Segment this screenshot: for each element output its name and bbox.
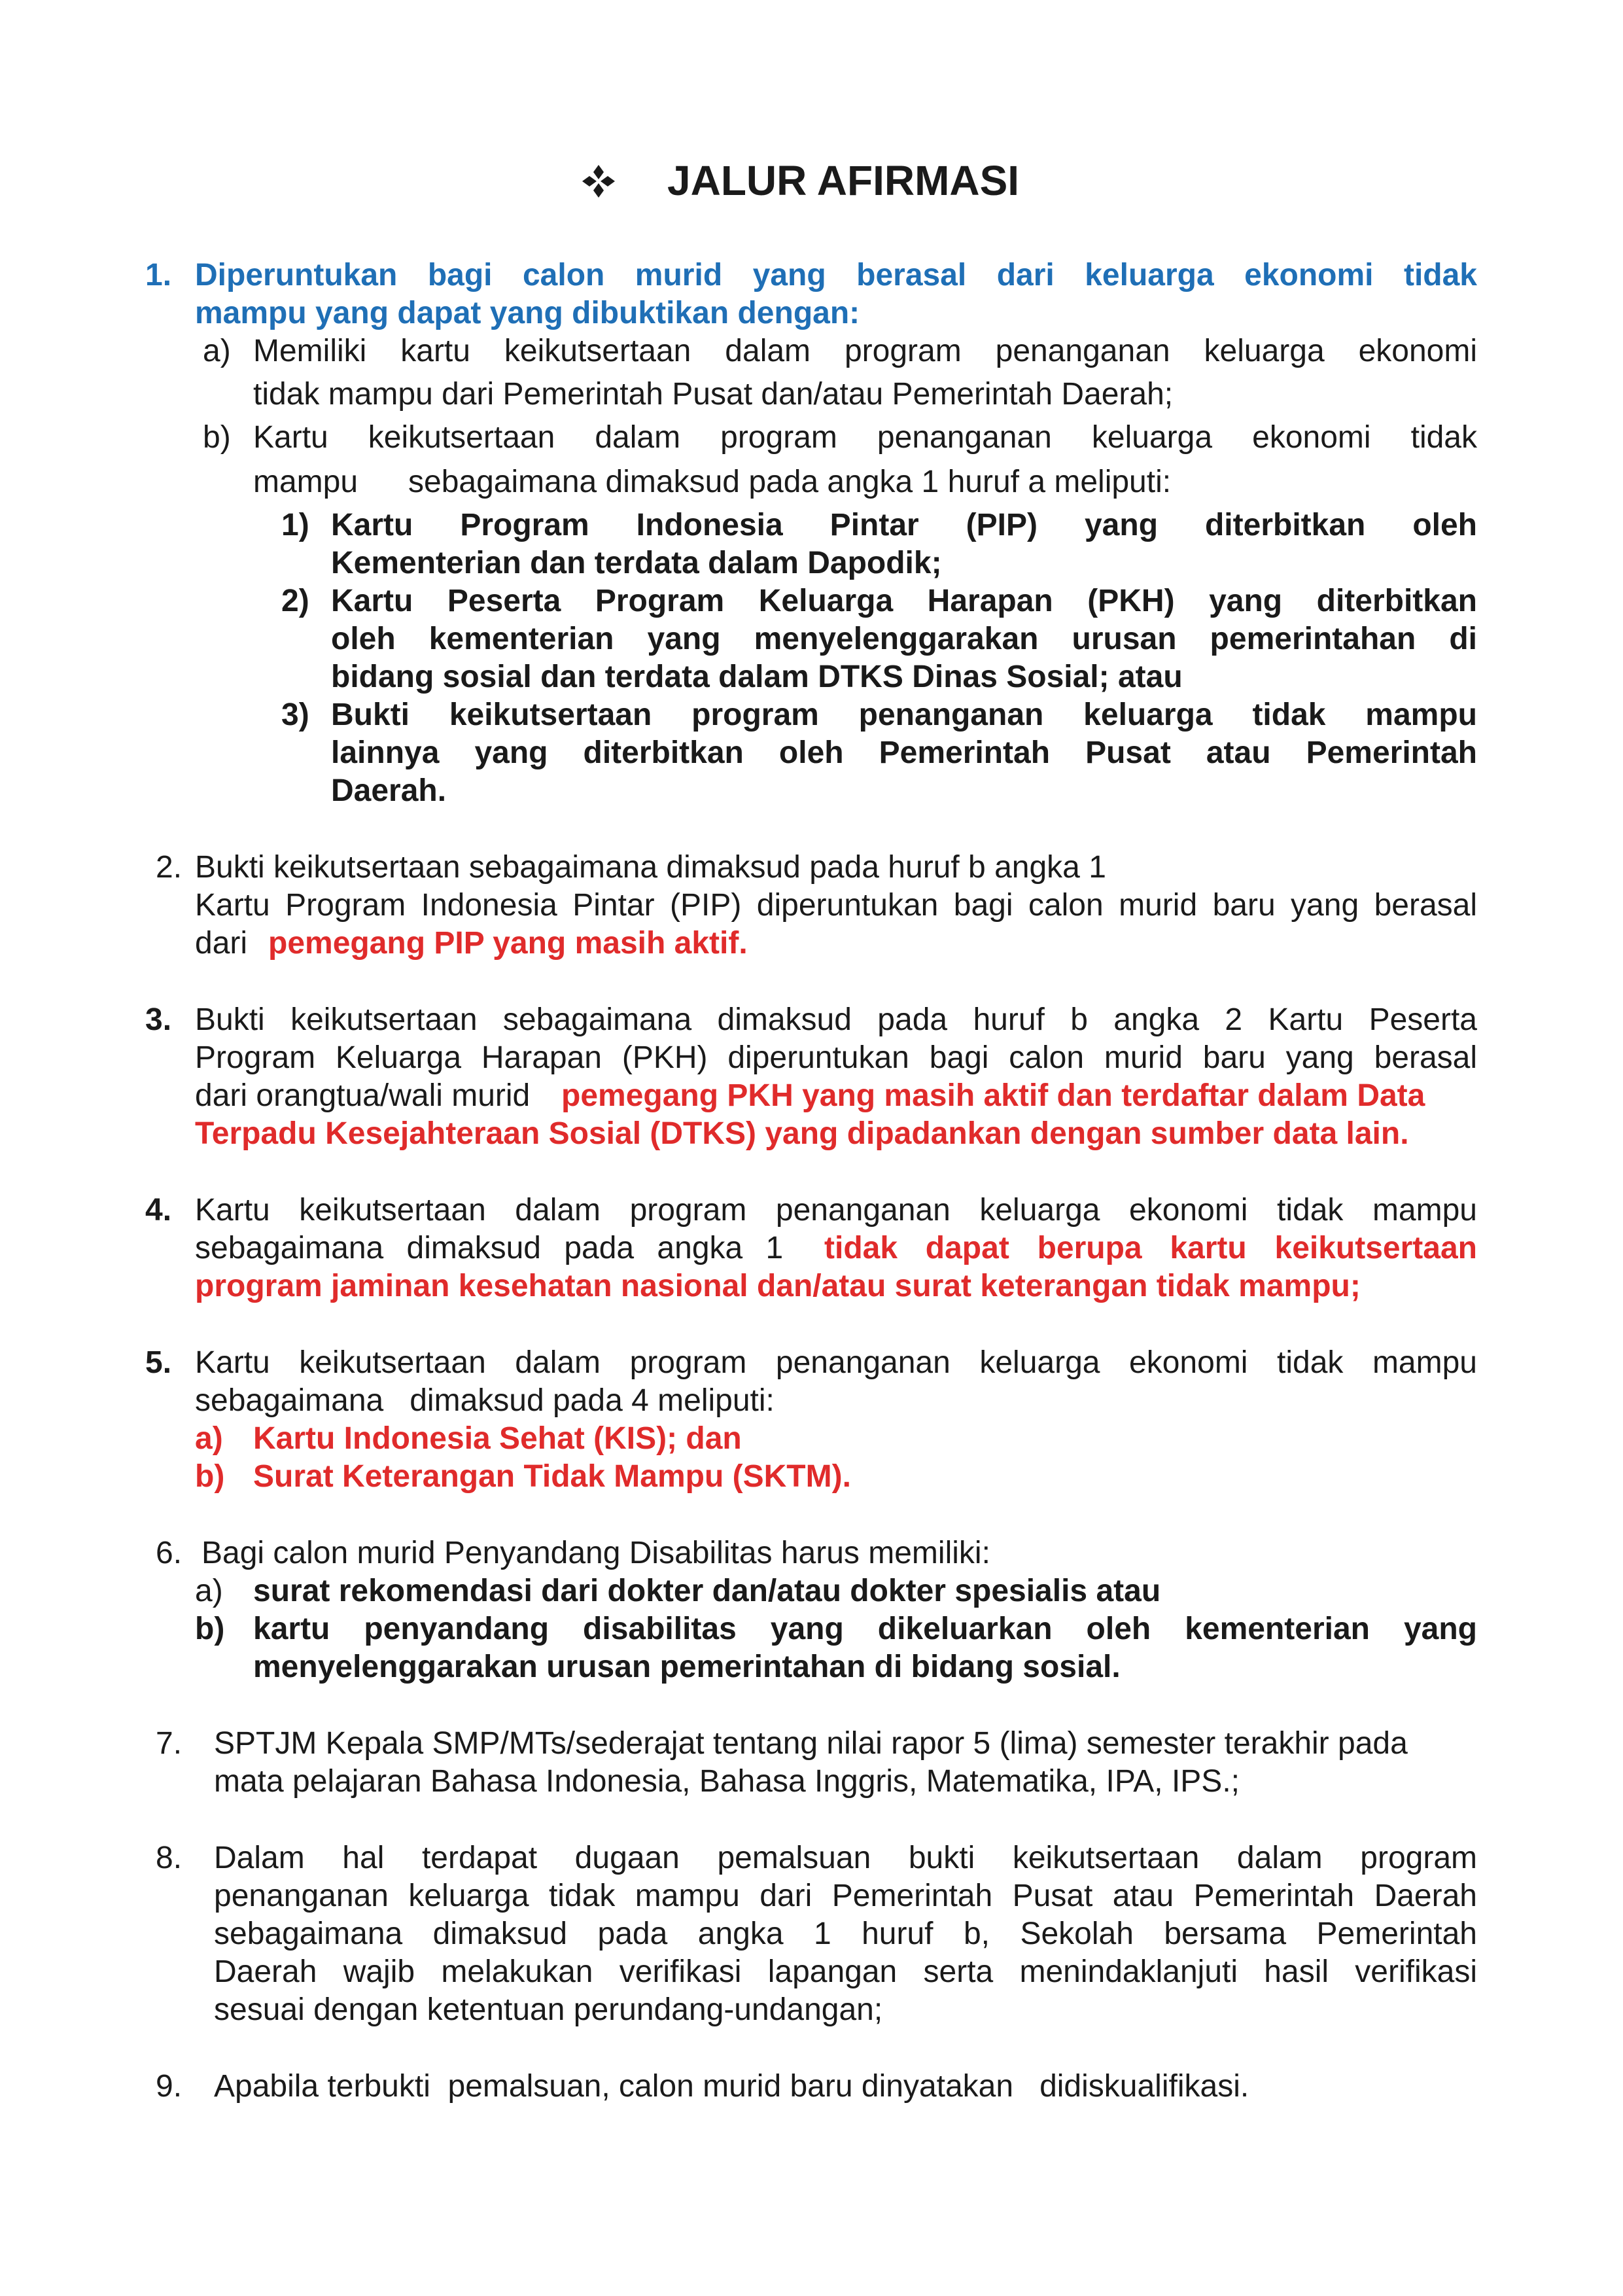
item-6b-line-1: kartu penyandang disabilitas yang dikeluarkan oleh kementerian yang <box>253 1612 1477 1646</box>
item-4-line-2a: sebagaimana dimaksud pada angka 1 <box>195 1231 784 1265</box>
item-1b-line-2a: mampu <box>253 465 358 499</box>
item-6a-text: surat rekomendasi dari dokter dan/atau dokter spesialis atau <box>253 1574 1161 1608</box>
item-6b-line-2: menyelenggarakan urusan pemerintahan di bidang sosial. <box>253 1650 1121 1684</box>
item-8-line-4: Daerah wajib melakukan verifikasi lapangan serta menindaklanjuti hasil verifikasi <box>214 1954 1477 1989</box>
item-7-line-1: SPTJM Kepala SMP/MTs/sederajat tentang nilai rapor 5 (lima) semester terakhir pada <box>214 1726 1408 1761</box>
item-1-sub-1-line-2: Kementerian dan terdata dalam Dapodik; <box>331 546 942 580</box>
item-7-line-2: mata pelajaran Bahasa Indonesia, Bahasa Inggris, Matematika, IPA, IPS.; <box>214 1764 1240 1799</box>
item-1-sub-3-label: 3) <box>281 698 309 732</box>
item-5a-label: a) <box>195 1421 223 1456</box>
item-1-line-1: Diperuntukan bagi calon murid yang berasal dari keluarga ekonomi tidak <box>195 258 1477 292</box>
item-1-sub-1-label: 1) <box>281 508 309 542</box>
item-6-line-1: Bagi calon murid Penyandang Disabilitas harus memiliki: <box>201 1536 990 1570</box>
item-1-number: 1. <box>145 258 172 292</box>
four-diamond-bullet-icon <box>581 164 616 199</box>
item-1b-line-1: Kartu keikutsertaan dalam program penanganan keluarga ekonomi tidak <box>253 420 1477 455</box>
item-3-line-1: Bukti keikutsertaan sebagaimana dimaksud pada huruf b angka 2 Kartu Peserta <box>195 1002 1477 1037</box>
item-1b-line-2b: sebagaimana dimaksud pada angka 1 huruf a meliputi: <box>408 465 1172 499</box>
item-2-line-1: Bukti keikutsertaan sebagaimana dimaksud pada huruf b angka 1 <box>195 850 1106 885</box>
item-2-line-3b: pemegang PIP yang masih aktif. <box>268 926 748 961</box>
item-1-sub-1-line-1: Kartu Program Indonesia Pintar (PIP) yang diterbitkan oleh <box>331 508 1477 542</box>
item-2-line-3a: dari <box>195 926 248 961</box>
item-8-line-1: Dalam hal terdapat dugaan pemalsuan bukti keikutsertaan dalam program <box>214 1841 1477 1875</box>
item-5a-text: Kartu Indonesia Sehat (KIS); dan <box>253 1421 742 1456</box>
item-6-number: 6. <box>156 1536 183 1570</box>
item-2-number: 2. <box>156 850 183 885</box>
item-1-sub-3-line-1: Bukti keikutsertaan program penanganan keluarga tidak mampu <box>331 698 1477 732</box>
item-1-sub-3-line-3: Daerah. <box>331 773 447 808</box>
item-5b-label: b) <box>195 1459 225 1494</box>
item-4-line-3: program jaminan kesehatan nasional dan/atau surat keterangan tidak mampu; <box>195 1269 1361 1303</box>
item-1-sub-2-line-2: oleh kementerian yang menyelenggarakan urusan pemerintahan di <box>331 622 1477 656</box>
item-8-number: 8. <box>156 1841 183 1875</box>
item-7-number: 7. <box>156 1726 183 1761</box>
item-6b-label: b) <box>195 1612 225 1646</box>
item-5-line-1: Kartu keikutsertaan dalam program penanganan keluarga ekonomi tidak mampu <box>195 1345 1477 1380</box>
item-5-line-2: sebagaimana dimaksud pada 4 meliputi: <box>195 1383 775 1418</box>
item-4-line-2b: tidak dapat berupa kartu keikutsertaan <box>824 1231 1477 1265</box>
item-5b-text: Surat Keterangan Tidak Mampu (SKTM). <box>253 1459 851 1494</box>
item-3-number: 3. <box>145 1002 172 1037</box>
page-title: JALUR AFIRMASI <box>667 157 1020 204</box>
item-4-line-1: Kartu keikutsertaan dalam program penanganan keluarga ekonomi tidak mampu <box>195 1193 1477 1227</box>
item-8-line-5: sesuai dengan ketentuan perundang-undangan; <box>214 1992 883 2027</box>
item-9-line-1: Apabila terbukti pemalsuan, calon murid baru dinyatakan didiskualifikasi. <box>214 2069 1249 2104</box>
item-8-line-2: penanganan keluarga tidak mampu dari Pemerintah Pusat atau Pemerintah Daerah <box>214 1879 1477 1913</box>
item-3-line-2: Program Keluarga Harapan (PKH) diperuntukan bagi calon murid baru yang berasal <box>195 1040 1477 1075</box>
item-1a-line-2: tidak mampu dari Pemerintah Pusat dan/atau Pemerintah Daerah; <box>253 377 1174 412</box>
item-3-line-3b: pemegang PKH yang masih aktif dan terdaftar dalam Data <box>561 1078 1425 1113</box>
item-1-sub-2-line-3: bidang sosial dan terdata dalam DTKS Dinas Sosial; atau <box>331 660 1183 694</box>
item-1-sub-3-line-2: lainnya yang diterbitkan oleh Pemerintah Pusat atau Pemerintah <box>331 735 1477 770</box>
item-1a-label: a) <box>203 334 231 368</box>
item-9-number: 9. <box>156 2069 183 2104</box>
item-1-line-2: mampu yang dapat yang dibuktikan dengan: <box>195 296 860 330</box>
item-1a-line-1: Memiliki kartu keikutsertaan dalam program penanganan keluarga ekonomi <box>253 334 1477 368</box>
item-5-number: 5. <box>145 1345 172 1380</box>
item-2-line-2: Kartu Program Indonesia Pintar (PIP) diperuntukan bagi calon murid baru yang berasal <box>195 888 1477 923</box>
item-1-sub-2-label: 2) <box>281 584 309 618</box>
item-3-line-4: Terpadu Kesejahteraan Sosial (DTKS) yang dipadankan dengan sumber data lain. <box>195 1116 1409 1151</box>
item-1b-label: b) <box>203 420 231 455</box>
item-3-line-3a: dari orangtua/wali murid <box>195 1078 531 1113</box>
item-6a-label: a) <box>195 1574 223 1608</box>
item-8-line-3: sebagaimana dimaksud pada angka 1 huruf b, Sekolah bersama Pemerintah <box>214 1916 1477 1951</box>
item-1-sub-2-line-1: Kartu Peserta Program Keluarga Harapan (PKH) yang diterbitkan <box>331 584 1477 618</box>
item-4-number: 4. <box>145 1193 172 1227</box>
